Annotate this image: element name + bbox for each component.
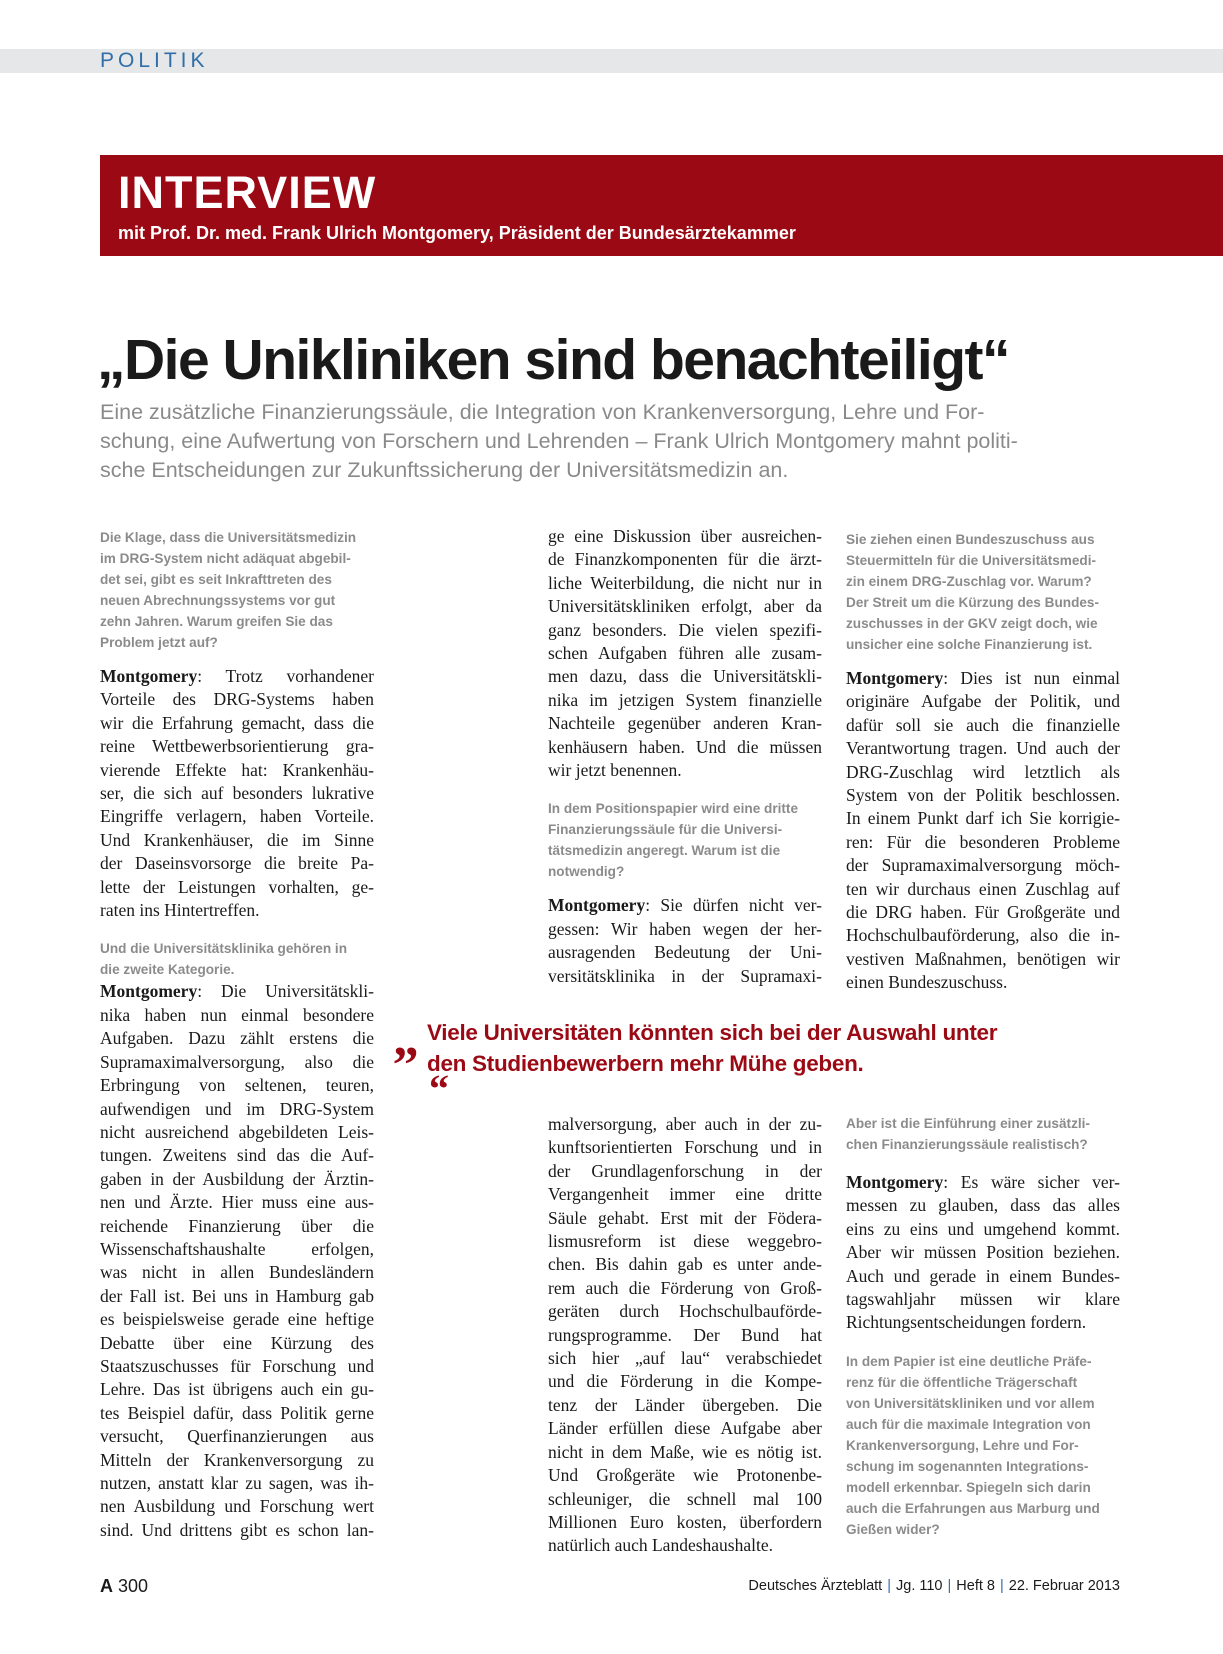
text-line: In dem Positionspapier wird eine dritte [548,801,799,817]
text-line: schleuniger, die schnell mal 100 [548,1488,822,1509]
banner-subtitle: mit Prof. Dr. med. Frank Ulrich Montgomery, Präsident der Bundesärztekammer [118,223,796,243]
text-line: Richtungsentscheidungen fordern. [846,1312,1087,1333]
text-line: Der Streit um die Kürzung des Bundes- [846,595,1100,610]
text-line: ausragenden Bedeutung der Uni- [548,942,822,963]
text-line: auch die Erfahrungen aus Marburg und [846,1500,1100,1516]
question-6 [846,1351,1120,1540]
text-line: eins zu eins und umgehend kommt. [846,1218,1120,1239]
text-line: Aber ist die Einführung einer zusätzli- [846,1116,1090,1131]
text-line: de Finanzkomponenten für die ärzt- [548,549,822,570]
text-line: Erbringung von seltenen, teuren, [100,1075,374,1096]
text-line: und die Förderung in die Kompe- [548,1371,822,1392]
text-line: natürlich auch Landeshaushalte. [548,1535,773,1556]
text-line: Nachteile gegenüber anderen Kran- [548,713,822,734]
text-line: tungen. Zweitens sind das die Auf- [100,1145,374,1166]
text-line: zuschusses in der GKV zeigt doch, wie [846,616,1098,631]
text-line: Säule gehabt. Erst mit der Födera- [548,1207,822,1228]
text-line: Steuermitteln für die Universitätsmedi- [846,553,1097,568]
text-line: tagswahljahr müssen wir klare [846,1289,1120,1310]
banner-title: INTERVIEW [118,167,377,218]
text-line: liche Weiterbildung, die nicht nur in [548,572,822,593]
text-line: Lehre. Das ist übrigens auch ein gu- [100,1379,374,1400]
text-line: tenz der Länder übergeben. Die [548,1394,822,1415]
text-line: der Supramaximalversorgung möch- [846,855,1120,876]
pull-quote-line: Viele Universitäten könnten sich bei der Auswahl unter [427,1020,998,1045]
text-line: neuen Abrechnungssystems vor gut [100,593,336,608]
text-line: sich hier „auf lau“ verabschiedet [548,1348,822,1369]
question-1 [100,527,374,653]
journal-issue: Heft 8 [956,1578,995,1594]
text-line: System von der Politik beschlossen. [846,785,1120,806]
text-line: ser, die sich auf besonders lukrative [100,783,374,804]
text-line: einen Bundeszuschuss. [846,972,1008,993]
column-1 [100,527,374,1542]
text-line: rungsprogramme. Der Bund hat [548,1324,822,1345]
journal-info: Deutsches Ärzteblatt | Jg. 110 | Heft 8 | 22. Februar 2013 [748,1578,1120,1594]
text-line: ge eine Diskussion über ausreichen- [548,526,822,546]
text-line: kunftsorientierten Forschung und in [548,1137,822,1158]
text-line: nen Ausbildung und Forschung wert [100,1496,374,1517]
text-line: versucht, Querfinanzierungen aus [100,1426,374,1447]
question-4 [846,529,1120,655]
text-line: wir die Erfahrung gemacht, dass die [100,712,374,733]
text-line: nika haben nun einmal besondere [100,1004,374,1025]
text-line: chen. Bis dahin gab es unter ande- [548,1254,822,1275]
pull-quote-line: den Studienbewerbern mehr Mühe geben. “ [427,1048,997,1099]
answer-3-continued [548,1113,822,1558]
text-line: Mitteln der Krankenversorgung zu [100,1449,374,1470]
text-line: men dazu, dass die Universitätskli- [548,666,822,687]
column-2-continued [548,1113,822,1558]
text-line: Finanzierungssäule für die Universi- [548,822,783,838]
text-line: im DRG-System nicht adäquat abgebil- [100,551,351,566]
text-line: In einem Punkt darf ich Sie korrigie- [846,808,1120,829]
article-lead [100,398,1120,485]
speaker-name: Montgomery [100,981,198,1002]
journal-date: 22. Februar 2013 [1008,1578,1120,1594]
column-3 [846,529,1120,995]
text-line: det sei, gibt es seit Inkrafttreten des [100,572,332,587]
question-5 [846,1113,1120,1155]
text-line: auch für die maximale Integration von [846,1416,1091,1432]
text-line: die zweite Kategorie. [100,962,235,978]
interview-banner [100,155,1223,256]
lead-line: Eine zusätzliche Finanzierungssäule, die Integration von Krankenversorgung, Lehre und For- [100,400,985,424]
lead-line: sche Entscheidungen zur Zukunftssicherung der Universitätsmedizin an. [100,458,789,482]
speaker-name: Montgomery [846,668,944,688]
text-line: nen und Ärzte. Hier muss eine aus- [100,1192,374,1213]
text-line: vierende Effekte hat: Krankenhäu- [100,759,374,780]
text-line: lette der Leistungen vorhalten, ge- [100,876,374,897]
text-line: nika im jetzigen System finanzielle [548,689,822,710]
text-line: malversorgung, aber auch in der zu- [548,1114,822,1134]
text-line: modell erkennbar. Spiegeln sich darin [846,1479,1091,1495]
text-line: gaben in der Ausbildung der Ärztin- [100,1168,374,1189]
text-line: DRG-Zuschlag wird letztlich als [846,761,1120,782]
text-line: Aber wir müssen Position beziehen. [846,1242,1120,1263]
text-line: gessen: Wir haben wegen der her- [548,918,822,939]
text-line: Supramaximalversorgung, also die [100,1051,374,1072]
text-line: wir jetzt benennen. [548,760,682,781]
text-line: Sie ziehen einen Bundeszuschuss aus [846,532,1095,547]
text-line: In dem Papier ist eine deutliche Präfe- [846,1353,1092,1369]
text-line: Universitätskliniken erfolgt, aber da [548,596,822,617]
text-line: versitätsklinika in der Supramaxi- [548,965,822,986]
text-line: ten wir durchaus einen Zuschlag auf [846,878,1120,899]
text-line: unsicher eine solche Finanzierung ist. [846,637,1093,652]
text-line: sind. Und drittens gibt es schon lan- [100,1519,374,1540]
text-line: geräten durch Hochschulbauförde- [548,1301,822,1322]
answer-1-continued [548,525,822,782]
text-line: notwendig? [548,864,625,880]
text-line: Die Klage, dass die Universitätsmedizin [100,530,357,545]
text-line: renz für die öffentliche Trägerschaft [846,1374,1078,1390]
text-line: von Universitätskliniken und vor allem [846,1395,1095,1411]
text-line: schung im sogenannten Integrations- [846,1458,1089,1474]
page-number: A 300 [100,1576,149,1596]
text-line: Länder erfüllen diese Aufgabe aber [548,1418,822,1439]
answer-2: Montgomery: Die Universitätskli- nika haben nun einmal besondere Aufgaben. Dazu zählt erstens die Supramaximalversorgung, also die Erbringung von seltenen, teuren, aufwendigen und im DRG-System nicht ausreichend abgebildeten Leis- tungen. Zweitens sind das die Auf- gaben in der Ausbildung der Ärztin- nen und Ärzte. Hier muss eine aus- reichende Finanzierung über die Wissenschaftshaushalte erfolgen, was nicht in allen Bundesländern der Fall ist. Bei uns in Hamburg gab es beispielsweise gerade eine heftige Debatte über eine Kürzung des Staatszuschusses für Forschung und Lehre. Das ist übrigens auch ein gu- tes Beispiel dafür, dass Politik gerne versucht, Querfinanzierungen aus Mitteln der Krankenversorgung zu nutzen, anstatt klar zu sagen, was ih- nen Ausbildung und Forschung wert sind. Und drittens gibt es schon lan- [100,980,374,1542]
lead-line: schung, eine Aufwertung von Forschern und Lehrenden – Frank Ulrich Montgomery mahnt politi- [100,429,1018,453]
column-3-continued [846,1113,1120,1540]
answer-4: Montgomery: Dies ist nun einmal originäre Aufgabe der Politik, und dafür soll sie auch die finanzielle Verantwortung tragen. Und auch der DRG-Zuschlag wird letztlich als System von der Politik beschlossen. In einem Punkt darf ich Sie korrigie- ren: Für die besonderen Probleme der Supramaximalversorgung möch- ten wir durchaus einen Zuschlag auf die DRG haben. Für Großgeräte und Hochschulbauförderung, also die in- vestiven Maßnahmen, benötigen wir einen Bundeszuschuss. [846,667,1120,995]
text-line: zehn Jahren. Warum greifen Sie das [100,614,333,629]
text-line: Und die Universitätsklinika gehören in [100,941,348,957]
text-line: ganz besonders. Die vielen spezifi- [548,619,822,640]
text-line: rem auch die Förderung von Groß- [548,1277,822,1298]
speaker-name: Montgomery [846,1172,944,1192]
text-line: der Fall ist. Bei uns in Hamburg gab [100,1285,374,1306]
text-line: ren: Für die besonderen Probleme [846,831,1120,852]
journal-name: Deutsches Ärzteblatt [748,1578,883,1594]
speaker-name: Montgomery [548,895,646,916]
question-3 [548,798,822,882]
text-line: Krankenversorgung, Lehre und For- [846,1437,1079,1453]
text-line: es beispielsweise gerade eine heftige [100,1309,374,1330]
article-headline: „Die Unikliniken sind benachteiligt“ [97,328,1009,392]
text-line: reine Wettbewerbsorientierung gra- [100,736,374,757]
text-line: der Daseinsvorsorge die breite Pa- [100,853,374,874]
text-line: lismusreform ist diese weggebro- [548,1231,822,1252]
quote-close-mark: “ [429,1066,449,1111]
text-line: raten ins Hintertreffen. [100,900,260,921]
text-line: kenhäusern haben. Und die müssen [548,736,822,757]
text-line: Wissenschaftshaushalte erfolgen, [100,1238,374,1259]
answer-1: Montgomery: Trotz vorhandener Vorteile des DRG-Systems haben wir die Erfahrung gemacht, dass die reine Wettbewerbsorientierung gra- vierende Effekte hat: Krankenhäu- ser, die sich auf besonders lukrative Eingriffe verlagern, haben Vorteile. Und Krankenhäuser, die im Sinne der Daseinsvorsorge die breite Pa- lette der Leistungen vorhalten, ge- raten ins Hintertreffen. [100,665,374,922]
text-line: tätsmedizin angeregt. Warum ist die [548,843,781,859]
text-line: reichende Finanzierung über die [100,1215,374,1236]
text-line: nutzen, anstatt klar zu sagen, was ih- [100,1473,374,1493]
text-line: Und Krankenhäuser, die im Sinne [100,829,374,850]
text-line: dafür soll sie auch die finanzielle [846,714,1120,735]
text-line: schen Aufgaben führen alle zusam- [548,643,822,664]
text-line: aufwendigen und im DRG-System [100,1098,374,1119]
journal-volume: Jg. 110 [896,1578,943,1594]
text-line: nicht in dem Maße, wie es nötig ist. [548,1441,822,1462]
answer-3: Montgomery: Sie dürfen nicht ver- gessen: Wir haben wegen der her- ausragenden Bedeutung der Uni- versitätsklinika in der Supramaxi- [548,894,822,988]
text-line: Verantwortung tragen. Und auch der [846,738,1120,759]
text-line: Auch und gerade in einem Bundes- [846,1265,1120,1286]
text-line: die DRG haben. Für Großgeräte und [846,902,1120,923]
text-line: Vergangenheit immer eine dritte [548,1184,822,1205]
text-line: Und Großgeräte wie Protonenbe- [548,1465,822,1486]
text-line: Vorteile des DRG-Systems haben [100,689,374,710]
text-line: was nicht in allen Bundesländern [100,1262,374,1283]
text-line: Gießen wider? [846,1521,940,1537]
text-line: Debatte über eine Kürzung des [100,1332,374,1353]
column-2 [548,525,822,988]
text-line: Problem jetzt auf? [100,635,218,650]
text-line: Staatszuschusses für Forschung und [100,1355,374,1376]
text-line: Millionen Euro kosten, überfordern [548,1511,822,1532]
text-line: zin einem DRG-Zuschlag vor. Warum? [846,574,1092,589]
text-line: originäre Aufgabe der Politik, und [846,691,1120,712]
question-2 [100,938,374,980]
text-line: chen Finanzierungssäule realistisch? [846,1137,1088,1152]
text-line: Hochschulbauförderung, also die in- [846,925,1120,946]
text-line: Eingriffe verlagern, haben Vorteile. [100,806,374,827]
text-line: messen zu glauben, dass das alles [846,1195,1120,1216]
quote-open-mark: „ [393,1010,419,1067]
text-line: Aufgaben. Dazu zählt erstens die [100,1028,374,1049]
section-label: POLITIK [100,49,209,72]
text-line: nicht ausreichend abgebildeten Leis- [100,1121,374,1142]
speaker-name: Montgomery [100,666,198,686]
text-line: vestiven Maßnahmen, benötigen wir [846,948,1120,969]
text-line: der Grundlagenforschung in der [548,1160,822,1181]
text-line: tes Beispiel dafür, dass Politik gerne [100,1402,374,1423]
answer-5: Montgomery: Es wäre sicher ver- messen zu glauben, dass das alles eins zu eins und umgehend kommt. Aber wir müssen Position beziehen. Auch und gerade in einem Bundes- tagswahljahr müssen wir klare Richtungsentscheidungen fordern. [846,1171,1120,1335]
